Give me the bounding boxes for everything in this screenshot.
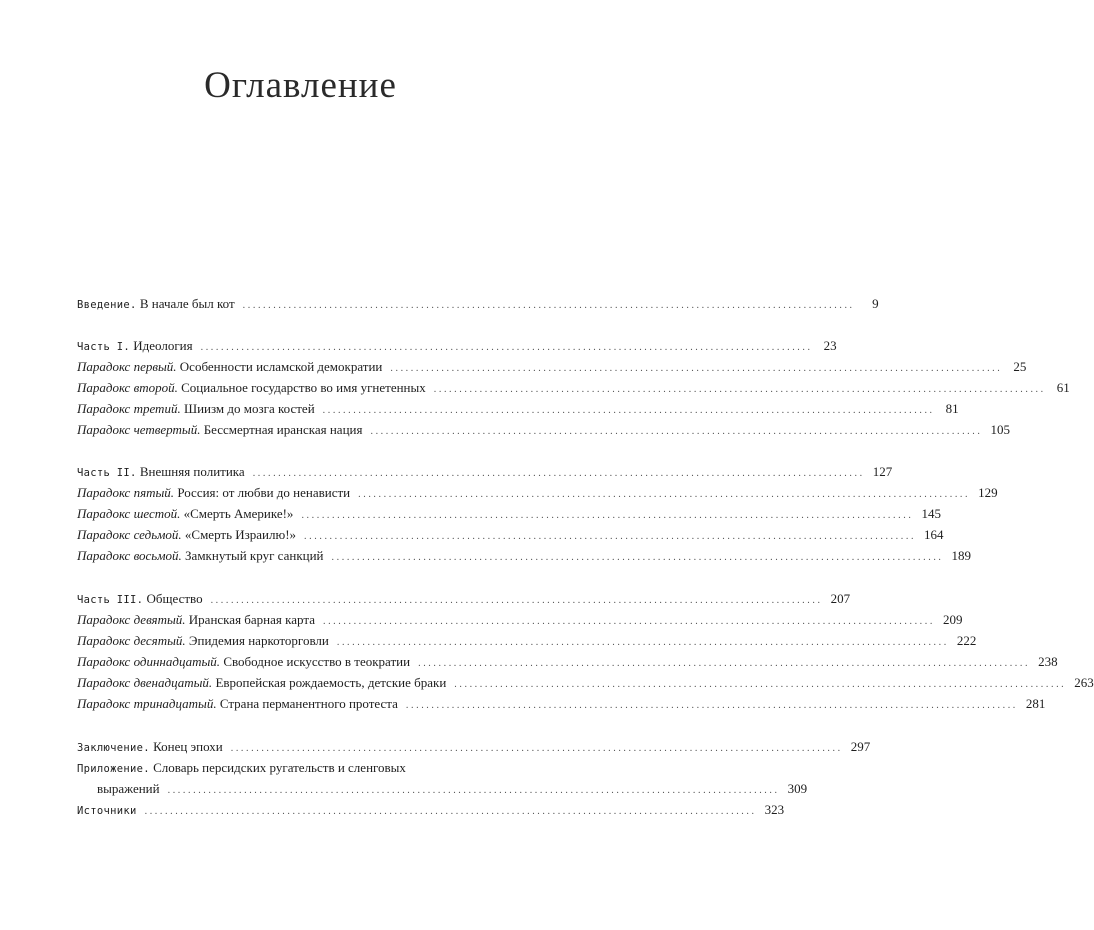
dot-leader: ........................................................................................................................	[433, 384, 1046, 395]
toc-entry-label: Введение.	[77, 299, 137, 311]
toc-entry-label: Парадокс первый.	[77, 359, 177, 374]
toc-entry-label: Парадокс третий.	[77, 401, 181, 416]
toc-entry-paradox-1[interactable]	[77, 357, 1027, 377]
toc-page-number: 207	[830, 591, 851, 606]
toc-entry-title: Замкнутый круг санкций	[181, 548, 324, 563]
toc-entry-part-1[interactable]	[77, 336, 837, 356]
toc-entry-label: Заключение.	[77, 742, 150, 754]
toc-entry-paradox-7[interactable]	[77, 525, 944, 545]
dot-leader: ........................................................................................................................	[210, 595, 823, 606]
toc-entry-conclusion[interactable]	[77, 737, 871, 757]
toc-entry-paradox-10[interactable]	[77, 631, 977, 651]
dot-leader: ........................................................................................................................	[242, 300, 855, 311]
toc-entry-title: «Смерть Америке!»	[180, 506, 294, 521]
toc-entry-title: Словарь персидских ругательств и сленговых	[149, 760, 406, 775]
toc-entry-title: Внешняя политика	[136, 464, 245, 479]
toc-page-number: 209	[942, 612, 963, 627]
toc-entry-title: Особенности исламской демократии	[176, 359, 383, 374]
toc-page-number: 222	[956, 633, 977, 648]
toc-page-number: 25	[1013, 359, 1027, 374]
toc-entry-appendix-continued[interactable]	[97, 779, 808, 799]
dot-leader: ........................................................................................................................	[252, 468, 865, 479]
dot-leader: ........................................................................................................................	[454, 679, 1067, 690]
toc-entry-title: Европейская рождаемость, детские браки	[212, 675, 447, 690]
toc-entry-label: Парадокс десятый.	[77, 633, 186, 648]
toc-entry-appendix[interactable]	[77, 758, 533, 778]
toc-entry-paradox-2[interactable]	[77, 378, 1070, 398]
toc-entry-label: Парадокс одиннадцатый.	[77, 654, 221, 669]
dot-leader: ........................................................................................................................	[301, 510, 914, 521]
toc-entry-part-2[interactable]	[77, 462, 893, 482]
toc-page-number: 263	[1074, 675, 1094, 690]
toc-entry-label: Парадокс второй.	[77, 380, 178, 395]
toc-entry-paradox-12[interactable]	[77, 673, 1094, 693]
toc-entry-title: В начале был кот	[136, 296, 235, 311]
toc-entry-sources[interactable]	[77, 800, 785, 820]
dot-leader: ........................................................................................................................	[390, 363, 1003, 374]
toc-entry-label: Приложение.	[77, 763, 150, 775]
toc-entry-title: Шиизм до мозга костей	[180, 401, 315, 416]
toc-entry-title: «Смерть Израилю!»	[181, 527, 297, 542]
toc-entry-paradox-9[interactable]	[77, 610, 963, 630]
toc-entry-title: Конец эпохи	[149, 739, 223, 754]
dot-leader: ........................................................................................................................	[167, 785, 780, 796]
toc-entry-title: Бессмертная иранская нация	[200, 422, 363, 437]
toc-entry-introduction[interactable]	[77, 294, 879, 314]
dot-leader: ........................................................................................................................	[304, 531, 917, 542]
toc-entry-title: Социальное государство во имя угнетенных	[177, 380, 426, 395]
dot-leader: ........................................................................................................................	[331, 552, 944, 563]
toc-entry-paradox-5[interactable]	[77, 483, 998, 503]
toc-entry-label: Часть I.	[77, 341, 130, 353]
dot-leader: ........................................................................................................................	[322, 616, 935, 627]
dot-leader: ........................................................................................................................	[358, 489, 971, 500]
page-title: Оглавление	[204, 65, 397, 106]
toc-entry-paradox-11[interactable]	[77, 652, 1058, 672]
toc-entry-title: Россия: от любви до ненависти	[174, 485, 351, 500]
toc-entry-title: Иранская барная карта	[185, 612, 315, 627]
toc-entry-title: Страна перманентного протеста	[216, 696, 398, 711]
toc-page-number: 61	[1056, 380, 1070, 395]
toc-entry-label: Парадокс двенадцатый.	[77, 675, 213, 690]
toc-entry-paradox-13[interactable]	[77, 694, 1046, 714]
toc-page-number: 129	[978, 485, 998, 500]
toc-entry-paradox-4[interactable]	[77, 420, 1010, 440]
dot-leader: ........................................................................................................................	[230, 743, 843, 754]
toc-page-number: 164	[924, 527, 944, 542]
toc-entry-title: Свободное искусство в теократии	[220, 654, 411, 669]
dot-leader: ........................................................................................................................	[336, 637, 949, 648]
toc-entry-label: Часть II.	[77, 467, 137, 479]
toc-page-number: 9	[872, 296, 879, 311]
toc-entry-label: Парадокс тринадцатый.	[77, 696, 217, 711]
toc-entry-label: Парадокс шестой.	[77, 506, 181, 521]
toc-page-number: 105	[990, 422, 1010, 437]
toc-page-number: 81	[945, 401, 959, 416]
toc-entry-label: Часть III.	[77, 594, 144, 606]
toc-entry-label: Парадокс девятый.	[77, 612, 186, 627]
toc-page-number: 309	[787, 781, 808, 796]
toc-entry-paradox-6[interactable]	[77, 504, 941, 524]
toc-entry-label: Парадокс пятый.	[77, 485, 175, 500]
toc-entry-label: Парадокс восьмой.	[77, 548, 182, 563]
dot-leader: ........................................................................................................................	[370, 426, 983, 437]
toc-entry-paradox-8[interactable]	[77, 546, 972, 566]
toc-page-number: 323	[764, 802, 785, 817]
toc-entry-title: выражений	[97, 781, 160, 796]
dot-leader: ........................................................................................................................	[200, 342, 813, 353]
toc-page-number: 281	[1025, 696, 1046, 711]
toc-entry-title: Общество	[143, 591, 203, 606]
toc-entry-label: Источники	[77, 805, 137, 817]
dot-leader: ........................................................................................................................	[144, 806, 757, 817]
toc-page-number: 23	[823, 338, 837, 353]
toc-entry-part-3[interactable]	[77, 589, 851, 609]
toc-page-number: 238	[1038, 654, 1058, 669]
dot-leader: ........................................................................................................................	[405, 700, 1018, 711]
toc-entry-label: Парадокс четвертый.	[77, 422, 201, 437]
dot-leader: ........................................................................................................................	[418, 658, 1031, 669]
toc-entry-title: Идеология	[129, 338, 193, 353]
dot-leader: ........................................................................................................................	[322, 405, 935, 416]
toc-page-number: 145	[921, 506, 941, 521]
toc-page-number: 127	[872, 464, 893, 479]
toc-entry-paradox-3[interactable]	[77, 399, 959, 419]
toc-page-number: 297	[850, 739, 871, 754]
toc-entry-title: Эпидемия наркоторговли	[185, 633, 329, 648]
toc-page-number: 189	[951, 548, 972, 563]
toc-entry-label: Парадокс седьмой.	[77, 527, 182, 542]
